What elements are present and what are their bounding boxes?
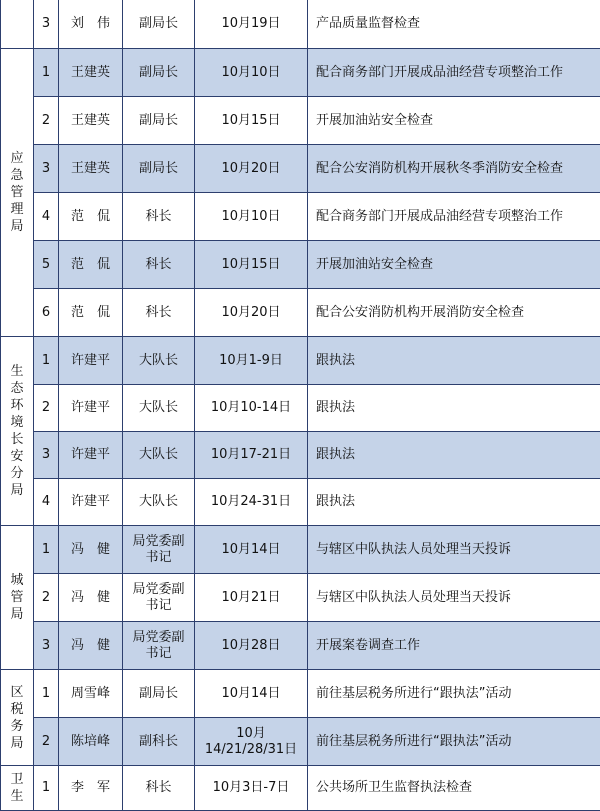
department-cell xyxy=(1,0,34,49)
task: 开展加油站安全检查 xyxy=(308,97,600,145)
department-name: 应急管理局 xyxy=(10,151,24,234)
table-row xyxy=(1,432,600,479)
person-name: 许建平 xyxy=(59,337,123,385)
person-name: 李 军 xyxy=(59,766,123,811)
job-title: 大队长 xyxy=(123,385,195,432)
person-name: 范 侃 xyxy=(59,193,123,241)
job-title: 科长 xyxy=(123,289,195,337)
job-title: 副科长 xyxy=(123,718,195,766)
person-name: 王建英 xyxy=(59,145,123,193)
person-name: 冯 健 xyxy=(59,526,123,574)
table-row xyxy=(1,670,600,718)
date: 10月3日-7日 xyxy=(195,766,308,811)
row-number: 4 xyxy=(34,193,59,241)
row-number: 1 xyxy=(34,766,59,811)
table-row xyxy=(1,718,600,766)
date: 10月14日 xyxy=(195,670,308,718)
task: 配合商务部门开展成品油经营专项整治工作 xyxy=(308,49,600,97)
row-number: 1 xyxy=(34,337,59,385)
department-cell xyxy=(1,49,34,337)
task: 跟执法 xyxy=(308,337,600,385)
table-row xyxy=(1,241,600,289)
task: 前往基层税务所进行“跟执法”活动 xyxy=(308,670,600,718)
table-row xyxy=(1,479,600,526)
job-title: 大队长 xyxy=(123,337,195,385)
date: 10月21日 xyxy=(195,574,308,622)
department-cell xyxy=(1,526,34,670)
job-title: 副局长 xyxy=(123,97,195,145)
task: 前往基层税务所进行“跟执法”活动 xyxy=(308,718,600,766)
date: 10月1-9日 xyxy=(195,337,308,385)
date: 10月15日 xyxy=(195,97,308,145)
table-row xyxy=(1,337,600,385)
job-title: 科长 xyxy=(123,193,195,241)
date: 10月10-14日 xyxy=(195,385,308,432)
job-title: 副局长 xyxy=(123,0,195,49)
table-row xyxy=(1,289,600,337)
date: 10月14日 xyxy=(195,526,308,574)
table-row xyxy=(1,766,600,811)
row-number: 4 xyxy=(34,479,59,526)
department-name: 区税务局 xyxy=(10,684,24,751)
row-number: 3 xyxy=(34,622,59,670)
date: 10月10日 xyxy=(195,49,308,97)
task: 跟执法 xyxy=(308,479,600,526)
department-name: 城管局 xyxy=(10,573,24,622)
task: 配合公安消防机构开展秋冬季消防安全检查 xyxy=(308,145,600,193)
date: 10月20日 xyxy=(195,145,308,193)
person-name: 范 侃 xyxy=(59,289,123,337)
department-cell xyxy=(1,766,34,811)
date: 10月10日 xyxy=(195,193,308,241)
row-number: 2 xyxy=(34,574,59,622)
table-row xyxy=(1,526,600,574)
task: 跟执法 xyxy=(308,432,600,479)
table-row xyxy=(1,385,600,432)
job-title: 科长 xyxy=(123,241,195,289)
person-name: 陈培峰 xyxy=(59,718,123,766)
person-name: 刘 伟 xyxy=(59,0,123,49)
job-title: 副局长 xyxy=(123,670,195,718)
task: 与辖区中队执法人员处理当天投诉 xyxy=(308,574,600,622)
table-row xyxy=(1,193,600,241)
task: 开展案卷调查工作 xyxy=(308,622,600,670)
task: 产品质量监督检查 xyxy=(308,0,600,49)
date: 10月15日 xyxy=(195,241,308,289)
date: 10月28日 xyxy=(195,622,308,670)
table-row xyxy=(1,0,600,49)
department-cell xyxy=(1,670,34,766)
task: 配合商务部门开展成品油经营专项整治工作 xyxy=(308,193,600,241)
table-row xyxy=(1,622,600,670)
person-name: 王建英 xyxy=(59,97,123,145)
row-number: 1 xyxy=(34,526,59,574)
row-number: 2 xyxy=(34,97,59,145)
date: 10月19日 xyxy=(195,0,308,49)
person-name: 王建英 xyxy=(59,49,123,97)
date: 10月14/21/28/31日 xyxy=(195,718,308,766)
row-number: 3 xyxy=(34,432,59,479)
person-name: 范 侃 xyxy=(59,241,123,289)
job-title: 副局长 xyxy=(123,145,195,193)
job-title: 局党委副书记 xyxy=(123,622,195,670)
person-name: 周雪峰 xyxy=(59,670,123,718)
department-cell xyxy=(1,337,34,526)
row-number: 1 xyxy=(34,49,59,97)
row-number: 2 xyxy=(34,385,59,432)
table-row xyxy=(1,145,600,193)
task: 与辖区中队执法人员处理当天投诉 xyxy=(308,526,600,574)
date: 10月17-21日 xyxy=(195,432,308,479)
person-name: 许建平 xyxy=(59,479,123,526)
date: 10月20日 xyxy=(195,289,308,337)
row-number: 6 xyxy=(34,289,59,337)
task: 跟执法 xyxy=(308,385,600,432)
job-title: 大队长 xyxy=(123,432,195,479)
date: 10月24-31日 xyxy=(195,479,308,526)
task: 公共场所卫生监督执法检查 xyxy=(308,766,600,811)
row-number: 1 xyxy=(34,670,59,718)
row-number: 3 xyxy=(34,0,59,49)
person-name: 许建平 xyxy=(59,432,123,479)
job-title: 大队长 xyxy=(123,479,195,526)
task: 开展加油站安全检查 xyxy=(308,241,600,289)
person-name: 许建平 xyxy=(59,385,123,432)
table-row xyxy=(1,49,600,97)
job-title: 局党委副书记 xyxy=(123,526,195,574)
row-number: 2 xyxy=(34,718,59,766)
person-name: 冯 健 xyxy=(59,622,123,670)
table-row xyxy=(1,97,600,145)
job-title: 科长 xyxy=(123,766,195,811)
row-number: 5 xyxy=(34,241,59,289)
department-name: 卫生 xyxy=(10,772,24,804)
job-title: 局党委副书记 xyxy=(123,574,195,622)
person-name: 冯 健 xyxy=(59,574,123,622)
department-name: 生态环境长安分局 xyxy=(10,364,24,498)
table-row xyxy=(1,574,600,622)
task: 配合公安消防机构开展消防安全检查 xyxy=(308,289,600,337)
row-number: 3 xyxy=(34,145,59,193)
job-title: 副局长 xyxy=(123,49,195,97)
